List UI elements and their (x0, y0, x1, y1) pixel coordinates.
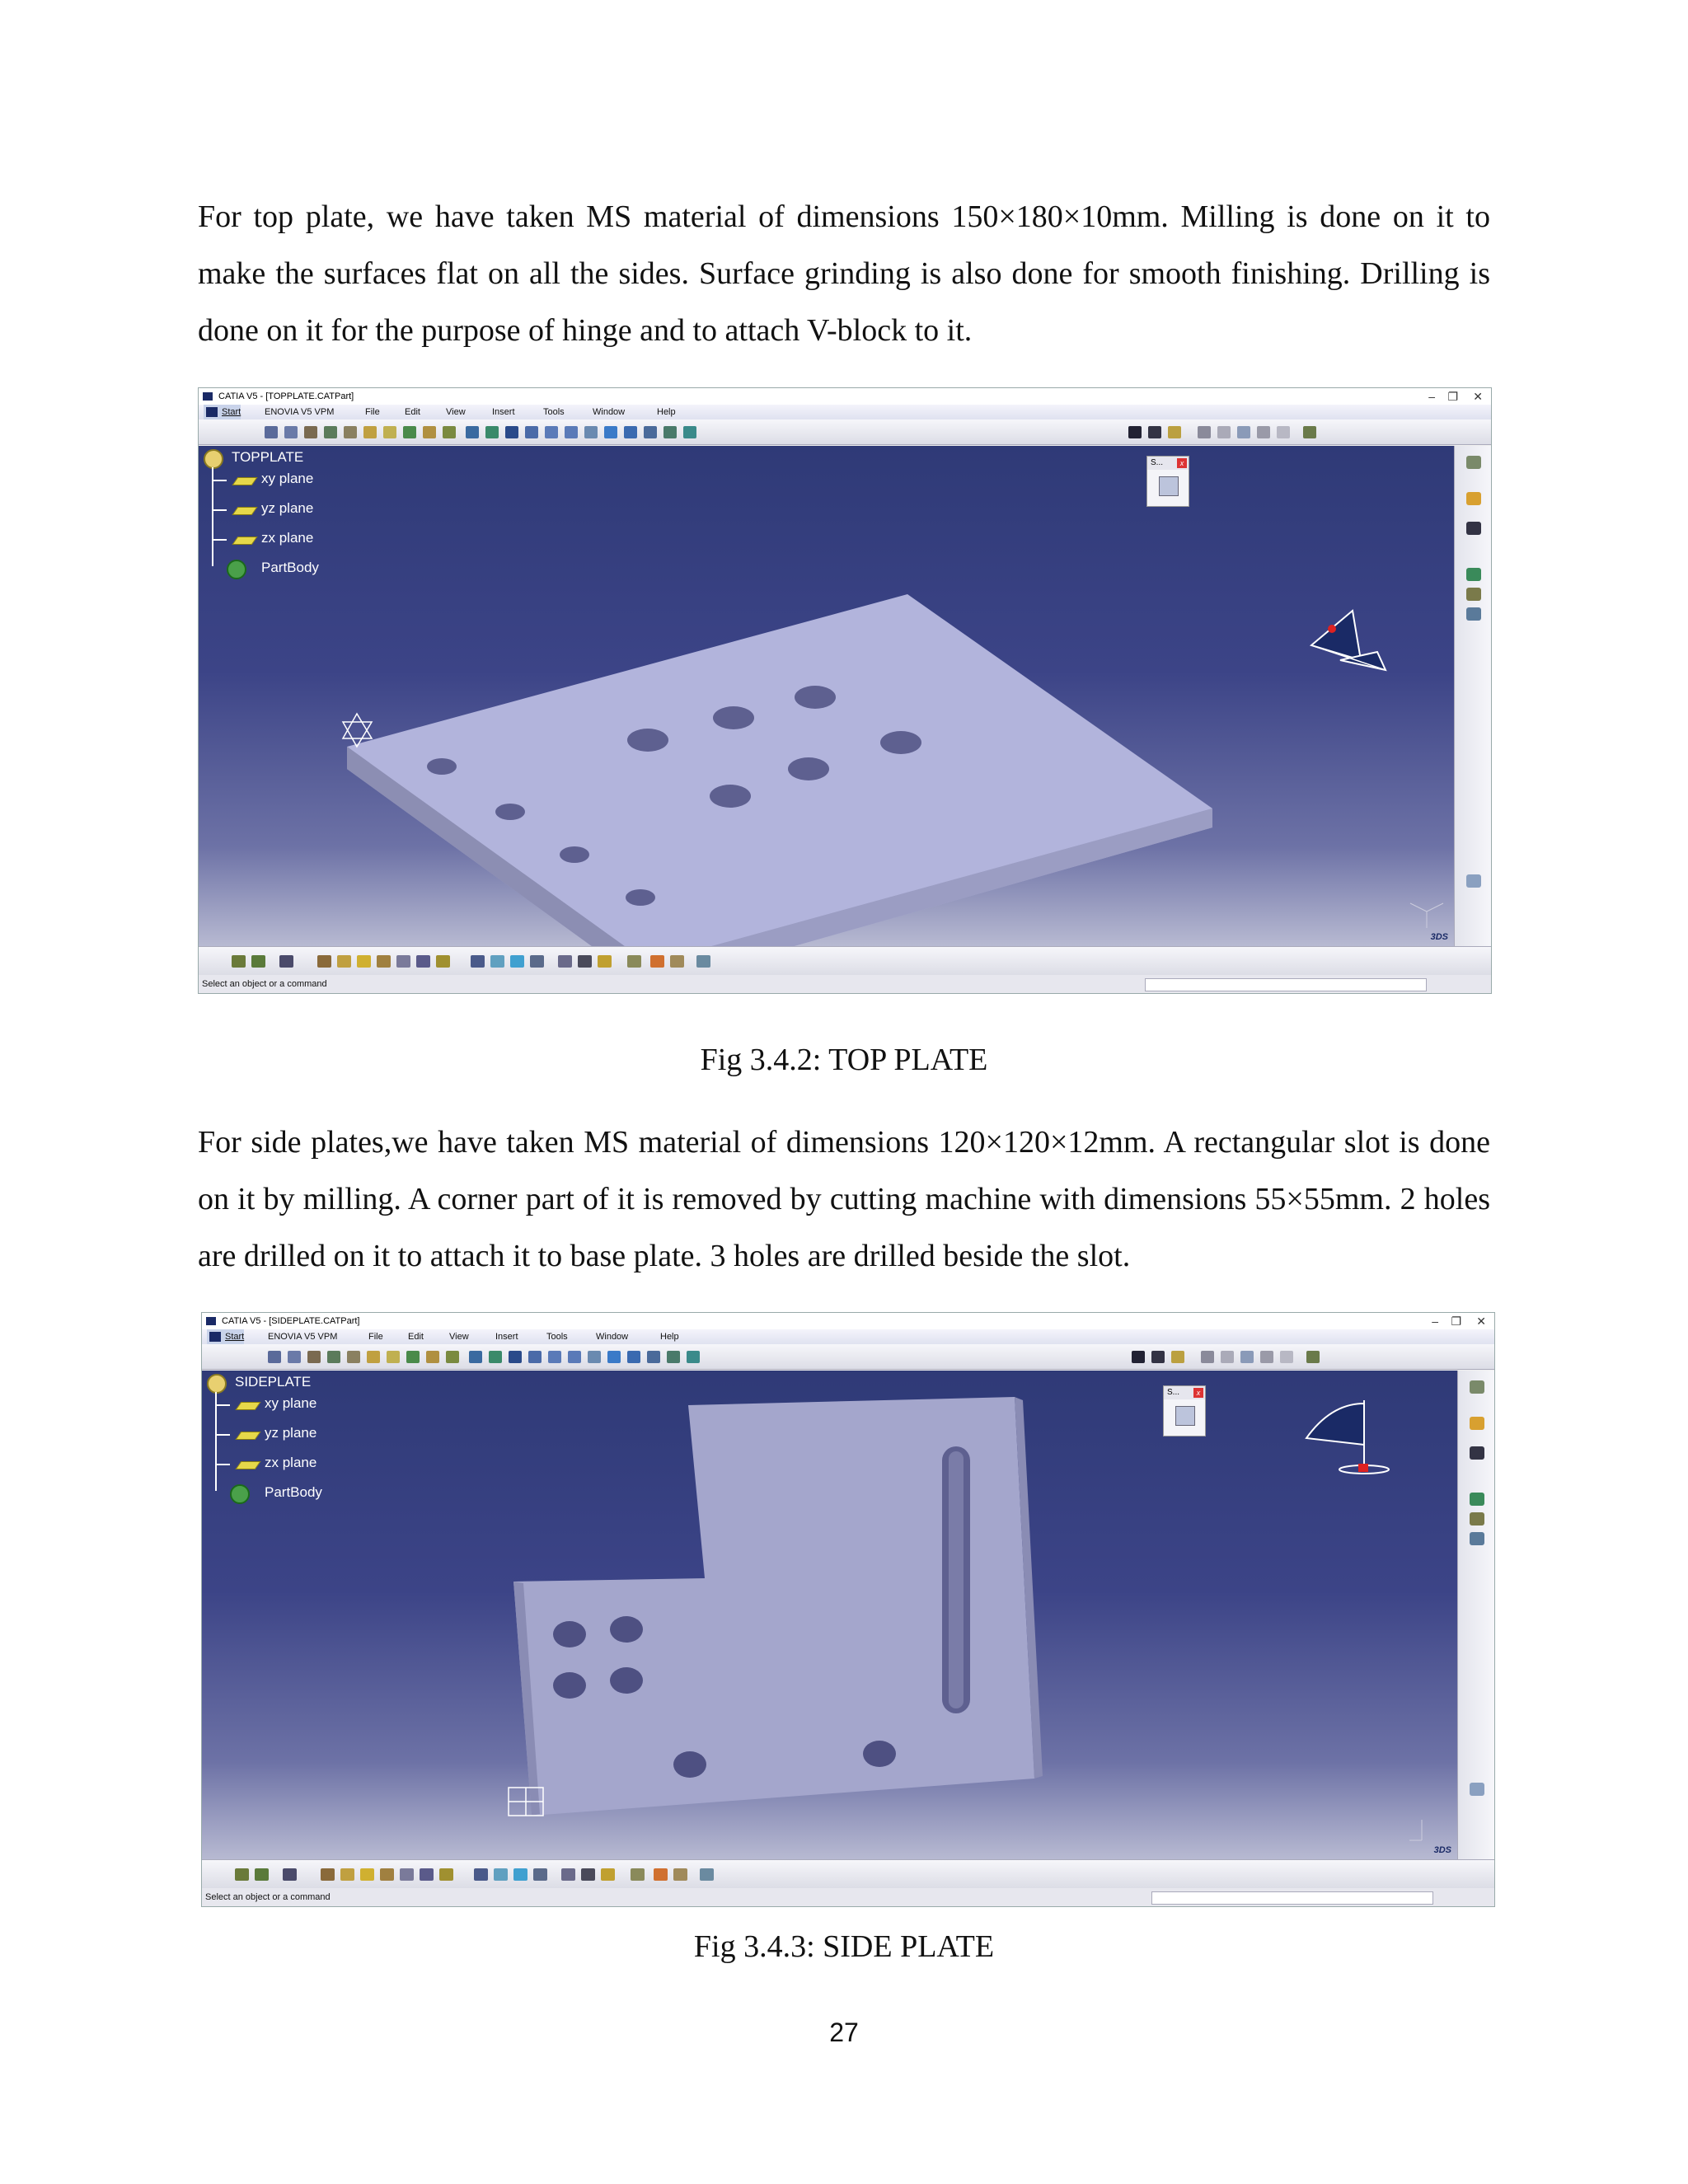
catia-logo-icon: 3DS (1430, 932, 1448, 942)
status-bar (202, 1888, 1494, 1906)
tree-line (215, 1392, 217, 1491)
menu-insert[interactable]: Insert (495, 1332, 518, 1342)
tree-line (215, 1434, 230, 1436)
shaft-tool-icon[interactable] (327, 1351, 340, 1363)
normal-view-icon[interactable] (584, 426, 598, 438)
fly-mode-icon[interactable] (466, 426, 479, 438)
thread-icon[interactable] (400, 1868, 414, 1881)
bottom-toolbar (199, 946, 1491, 975)
title-bar (199, 388, 1491, 405)
link-icon[interactable] (700, 1868, 714, 1881)
tree-root-sideplate[interactable]: SIDEPLATE (235, 1374, 312, 1390)
pad-tool-icon[interactable] (284, 426, 298, 438)
zoom-out-icon[interactable] (565, 426, 578, 438)
fillet-tool-icon[interactable] (367, 1351, 380, 1363)
boolean-icon[interactable] (1466, 568, 1481, 581)
tree-item-xy-plane[interactable]: xy plane (265, 1395, 317, 1411)
page-number: 27 (829, 2018, 859, 2047)
select-icon[interactable] (1470, 1417, 1484, 1430)
catalog-icon[interactable] (1260, 1351, 1273, 1363)
fit-all-icon[interactable] (489, 1351, 502, 1363)
shading-icon[interactable] (644, 426, 657, 438)
layer-icon[interactable] (533, 1868, 547, 1881)
formula-icon[interactable] (673, 1868, 687, 1881)
hole (795, 686, 836, 709)
sideplate-model (202, 1371, 1458, 1860)
measure-icon[interactable] (1201, 1351, 1214, 1363)
menu-start[interactable]: Start (207, 1329, 244, 1344)
point-icon[interactable] (1466, 522, 1481, 535)
tree-line (212, 539, 227, 541)
rotate-icon[interactable] (528, 1351, 542, 1363)
draft-tool-icon[interactable] (403, 426, 416, 438)
menu-window[interactable]: Window (593, 407, 626, 417)
window-title: CATIA V5 - [SIDEPLATE.CATPart] (222, 1316, 360, 1326)
draft-tool-icon[interactable] (406, 1351, 420, 1363)
hole (880, 731, 921, 754)
transform-icon[interactable] (1466, 588, 1481, 601)
menu-tools[interactable]: Tools (543, 407, 565, 417)
start-icon (209, 1332, 221, 1342)
material-icon[interactable] (513, 1868, 528, 1881)
menu-insert[interactable]: Insert (492, 407, 515, 417)
shading-icon[interactable] (647, 1351, 660, 1363)
iso-view-icon[interactable] (624, 426, 637, 438)
close-icon[interactable]: ✕ (1476, 1315, 1486, 1328)
axis-triad-icon (1410, 903, 1443, 928)
swap-space-icon[interactable] (683, 426, 696, 438)
close-icon[interactable]: ✕ (1473, 390, 1483, 403)
measure-icon[interactable] (1198, 426, 1211, 438)
hole (710, 785, 751, 808)
view-icon[interactable] (474, 1868, 488, 1881)
surface-icon[interactable] (1470, 1783, 1484, 1796)
normal-view-icon[interactable] (588, 1351, 601, 1363)
line-icon[interactable] (1148, 426, 1161, 438)
compass-icon[interactable] (1306, 1400, 1389, 1474)
close-icon[interactable]: x (1193, 1388, 1203, 1398)
menu-view[interactable]: View (449, 1332, 469, 1342)
tree-item-zx-plane[interactable]: zx plane (265, 1455, 317, 1470)
top-toolbar (202, 1344, 1494, 1370)
part-icon (204, 449, 223, 469)
tree-line (215, 1464, 230, 1465)
parameter-icon[interactable] (654, 1868, 668, 1881)
menu-help[interactable]: Help (660, 1332, 679, 1342)
view-icon[interactable] (471, 955, 485, 968)
measure-item-icon[interactable] (581, 1868, 595, 1881)
start-icon (206, 407, 218, 417)
hole-tool-icon[interactable] (344, 426, 357, 438)
zoom-in-icon[interactable] (548, 1351, 561, 1363)
publish-icon[interactable] (1303, 426, 1316, 438)
3d-viewport[interactable] (202, 1371, 1458, 1860)
formula-icon[interactable] (670, 955, 684, 968)
hide-show-icon[interactable] (663, 426, 677, 438)
boolean-icon[interactable] (1470, 1493, 1484, 1506)
fillet-tool-icon[interactable] (363, 426, 377, 438)
menu-view[interactable]: View (446, 407, 466, 417)
slot-inner (949, 1451, 964, 1708)
plate-top-surface (347, 594, 1212, 947)
sketch-tool-icon[interactable] (265, 426, 278, 438)
hide-show-icon[interactable] (667, 1351, 680, 1363)
menu-enovia[interactable]: ENOVIA V5 VPM (268, 1332, 338, 1342)
tree-line (212, 467, 213, 566)
insert-body-icon[interactable] (340, 1868, 354, 1881)
menu-tools[interactable]: Tools (546, 1332, 568, 1342)
fit-all-icon[interactable] (485, 426, 499, 438)
hole (673, 1751, 706, 1778)
catia-window-topplate (198, 387, 1492, 994)
menu-bar (202, 1329, 1494, 1344)
apply-material-icon[interactable] (1240, 1351, 1254, 1363)
thickness-tool-icon[interactable] (446, 1351, 459, 1363)
status-text: Select an object or a command (205, 1892, 331, 1902)
rotate-icon[interactable] (525, 426, 538, 438)
pad-tool-icon[interactable] (288, 1351, 301, 1363)
right-toolbar (1454, 446, 1491, 947)
select-icon[interactable] (1466, 492, 1481, 505)
restore-icon[interactable]: ❐ (1447, 390, 1458, 403)
tree-item-partbody[interactable]: PartBody (265, 1484, 322, 1500)
insert-body-icon[interactable] (337, 955, 351, 968)
measure-between-icon[interactable] (558, 955, 572, 968)
zoom-in-icon[interactable] (545, 426, 558, 438)
pattern-icon[interactable] (1470, 1532, 1484, 1545)
update-icon[interactable] (631, 1868, 645, 1881)
hole (553, 1621, 586, 1647)
pocket-tool-icon[interactable] (304, 426, 317, 438)
help-icon[interactable] (1280, 1351, 1293, 1363)
layer-icon[interactable] (530, 955, 544, 968)
menu-start[interactable]: Start (204, 405, 241, 419)
insert-geoset-icon[interactable] (357, 955, 371, 968)
menu-file[interactable]: File (368, 1332, 383, 1342)
status-text: Select an object or a command (202, 979, 327, 989)
tree-line (212, 480, 227, 481)
body-icon[interactable] (321, 1868, 335, 1881)
window-title: CATIA V5 - [TOPPLATE.CATPart] (218, 391, 354, 401)
render-icon[interactable] (494, 1868, 508, 1881)
swap-space-icon[interactable] (687, 1351, 700, 1363)
inertia-icon[interactable] (1221, 1351, 1234, 1363)
hole (627, 729, 668, 752)
status-bar (199, 975, 1491, 993)
tree-line (215, 1404, 230, 1406)
axis-icon[interactable] (416, 955, 430, 968)
tree-item-yz-plane[interactable]: yz plane (265, 1425, 317, 1441)
hole (626, 889, 655, 906)
sketch-tool-icon[interactable] (268, 1351, 281, 1363)
inertia-icon[interactable] (1217, 426, 1231, 438)
sketcher-icon[interactable] (1159, 476, 1179, 496)
constraint-icon[interactable] (251, 955, 265, 968)
partbody-icon (227, 560, 246, 579)
zoom-out-icon[interactable] (568, 1351, 581, 1363)
figure-caption-top-plate: Fig 3.4.2: TOP PLATE (700, 1043, 988, 1077)
publish-icon[interactable] (1306, 1351, 1320, 1363)
command-input[interactable] (1145, 978, 1427, 991)
menu-file[interactable]: File (365, 407, 380, 417)
title-bar (202, 1313, 1494, 1329)
boolean-op-icon[interactable] (377, 955, 391, 968)
body-icon[interactable] (317, 955, 331, 968)
right-toolbar (1457, 1371, 1494, 1860)
update-icon[interactable] (627, 955, 641, 968)
hole-tool-icon[interactable] (347, 1351, 360, 1363)
thread-icon[interactable] (396, 955, 410, 968)
measure-between-icon[interactable] (561, 1868, 575, 1881)
paragraph-side-plate: For side plates,we have taken MS material of dimensions 120×120×12mm. A rectangular slot is done on it by milling. A corner part of it is removed by cutting machine with dimensions 55×55mm. 2 holes are drilled on it to attach it to base plate. 3 holes are drilled beside the slot. (198, 1125, 1490, 1273)
hole (863, 1741, 896, 1767)
menu-edit[interactable]: Edit (405, 407, 420, 417)
pan-icon[interactable] (509, 1351, 522, 1363)
tree-line (212, 509, 227, 511)
material-icon[interactable] (510, 955, 524, 968)
hole (610, 1616, 643, 1643)
mass-icon[interactable] (601, 1868, 615, 1881)
catia-window-sideplate (201, 1312, 1495, 1907)
fly-mode-icon[interactable] (469, 1351, 482, 1363)
sketcher-title: S... (1151, 458, 1164, 467)
boolean-op-icon[interactable] (380, 1868, 394, 1881)
plane-icon[interactable] (1171, 1351, 1184, 1363)
axis-icon[interactable] (420, 1868, 434, 1881)
multi-view-icon[interactable] (604, 426, 617, 438)
hole (553, 1672, 586, 1699)
menu-bar (199, 405, 1491, 419)
thickness-tool-icon[interactable] (443, 426, 456, 438)
sketcher-title: S... (1167, 1388, 1180, 1397)
workbench-icon[interactable] (1470, 1380, 1484, 1394)
restore-icon[interactable]: ❐ (1451, 1315, 1461, 1328)
bottom-toolbar (202, 1859, 1494, 1888)
tree-item-xy-plane[interactable]: xy plane (261, 471, 314, 486)
axis-triad-icon (1409, 1820, 1422, 1840)
menu-window[interactable]: Window (596, 1332, 629, 1342)
mass-icon[interactable] (598, 955, 612, 968)
plane-icon[interactable] (1168, 426, 1181, 438)
constraint-icon[interactable] (255, 1868, 269, 1881)
tree-item-partbody[interactable]: PartBody (261, 560, 319, 575)
annotation-icon[interactable] (439, 1868, 453, 1881)
pan-icon[interactable] (505, 426, 518, 438)
menu-help[interactable]: Help (657, 407, 676, 417)
multi-view-icon[interactable] (607, 1351, 621, 1363)
top-toolbar (199, 419, 1491, 445)
minimize-icon[interactable]: – (1432, 1315, 1438, 1328)
chamfer-tool-icon[interactable] (387, 1351, 400, 1363)
constraint-icon[interactable] (232, 955, 246, 968)
pocket-tool-icon[interactable] (307, 1351, 321, 1363)
chamfer-tool-icon[interactable] (383, 426, 396, 438)
iso-view-icon[interactable] (627, 1351, 640, 1363)
catia-logo-icon: 3DS (1433, 1845, 1451, 1855)
hole (560, 846, 589, 863)
catalog-icon[interactable] (1257, 426, 1270, 438)
topplate-model (199, 446, 1455, 947)
parameter-icon[interactable] (650, 955, 664, 968)
point-icon[interactable] (1470, 1446, 1484, 1460)
hole (788, 757, 829, 780)
paragraph-top-plate: For top plate, we have taken MS material of dimensions 150×180×10mm. Milling is done on it to make the surfaces flat on all the sides. Surface grinding is also done for smooth finishing. Drilling is done on it for the purpose of hinge and to attach V-block to it. (198, 199, 1490, 348)
shaft-tool-icon[interactable] (324, 426, 337, 438)
tree-item-yz-plane[interactable]: yz plane (261, 500, 314, 516)
shell-tool-icon[interactable] (423, 426, 436, 438)
3d-viewport[interactable] (199, 446, 1455, 947)
sketcher-mini-toolbar (1163, 1385, 1206, 1436)
hole (713, 706, 754, 729)
compass-icon[interactable] (1311, 611, 1386, 670)
catia-app-icon (203, 392, 213, 401)
point-icon[interactable] (1132, 1351, 1145, 1363)
sketcher-mini-toolbar (1146, 456, 1189, 507)
help-icon[interactable] (1277, 426, 1290, 438)
catia-app-icon (206, 1317, 216, 1325)
partbody-icon (230, 1484, 250, 1504)
constraint-icon[interactable] (235, 1868, 249, 1881)
minimize-icon[interactable]: – (1428, 390, 1435, 403)
sketcher-icon[interactable] (1175, 1406, 1195, 1426)
render-icon[interactable] (490, 955, 504, 968)
measure-item-icon[interactable] (578, 955, 592, 968)
apply-material-icon[interactable] (1237, 426, 1250, 438)
insert-geoset-icon[interactable] (360, 1868, 374, 1881)
link-icon[interactable] (696, 955, 710, 968)
hole (610, 1667, 643, 1694)
part-icon (207, 1374, 227, 1394)
shell-tool-icon[interactable] (426, 1351, 439, 1363)
tree-root-topplate[interactable]: TOPPLATE (232, 449, 304, 465)
menu-edit[interactable]: Edit (408, 1332, 424, 1342)
surface-icon[interactable] (1466, 874, 1481, 888)
analysis-icon[interactable] (279, 955, 293, 968)
menu-enovia[interactable]: ENOVIA V5 VPM (265, 407, 335, 417)
workbench-icon[interactable] (1466, 456, 1481, 469)
annotation-icon[interactable] (436, 955, 450, 968)
pattern-icon[interactable] (1466, 607, 1481, 621)
point-icon[interactable] (1128, 426, 1142, 438)
close-icon[interactable]: x (1177, 458, 1187, 468)
tree-item-zx-plane[interactable]: zx plane (261, 530, 314, 546)
hole (427, 758, 457, 775)
analysis-icon[interactable] (283, 1868, 297, 1881)
hole (495, 804, 525, 820)
figure-caption-side-plate: Fig 3.4.3: SIDE PLATE (693, 1929, 995, 1964)
transform-icon[interactable] (1470, 1512, 1484, 1526)
command-input[interactable] (1151, 1891, 1433, 1905)
line-icon[interactable] (1151, 1351, 1165, 1363)
